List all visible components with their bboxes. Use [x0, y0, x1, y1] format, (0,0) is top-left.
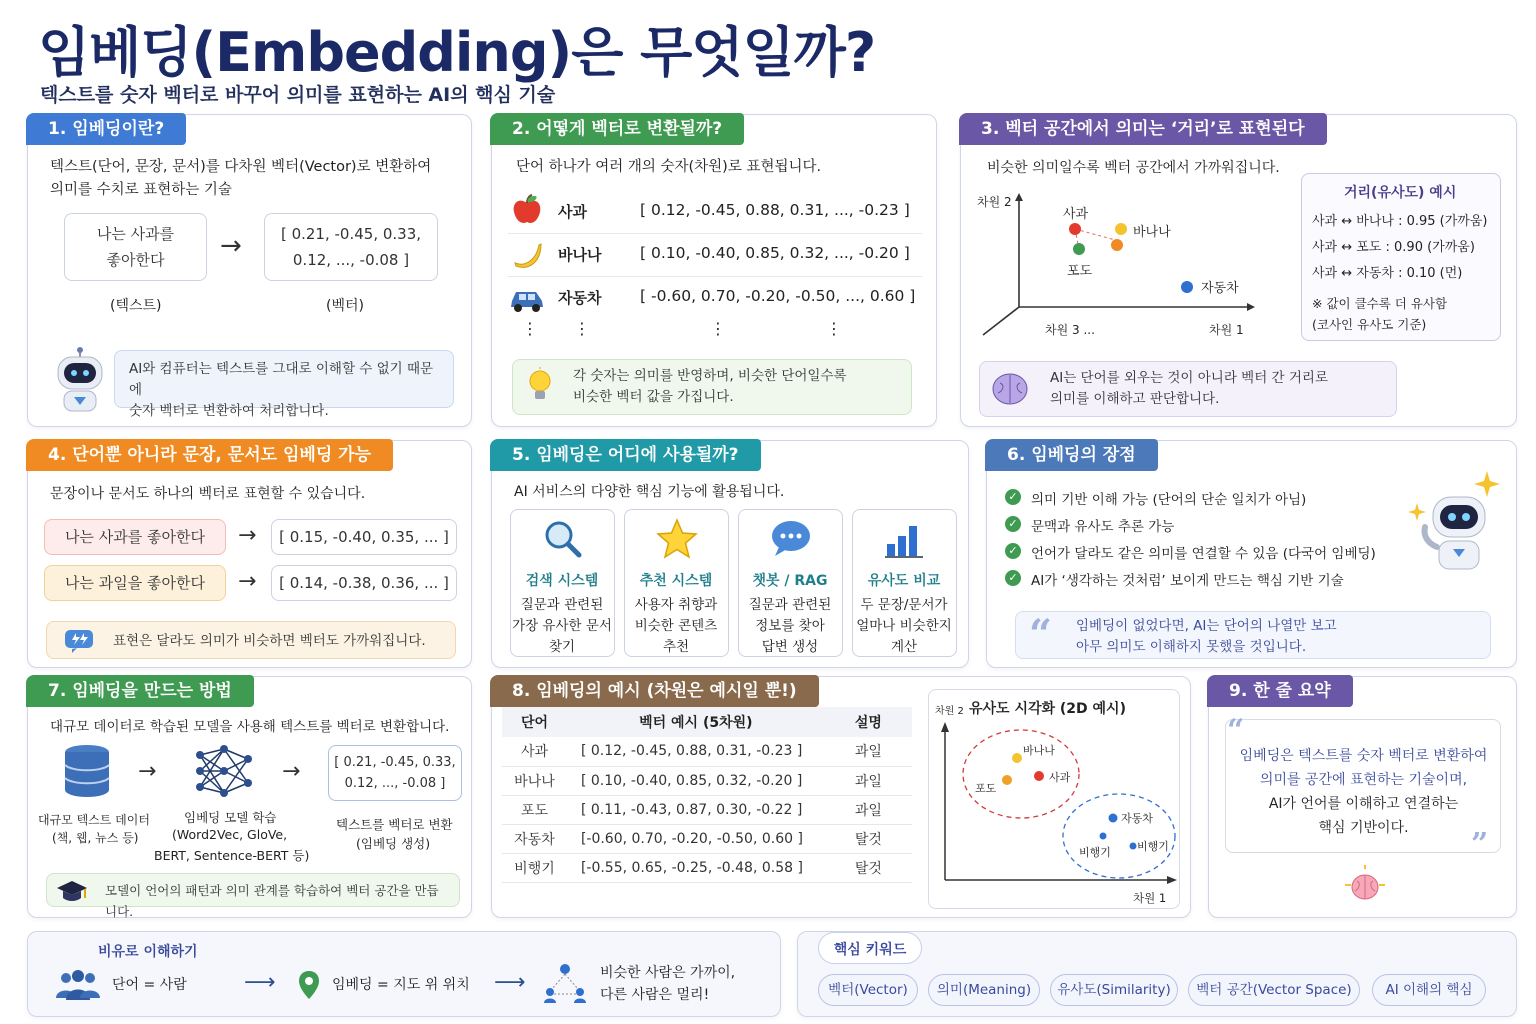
- vector-example-box: [264, 213, 438, 281]
- panel-advantages: [986, 440, 1517, 668]
- lightbulb-icon: [526, 367, 554, 409]
- table-header-row: [502, 707, 912, 737]
- viz-y-label: 차원 2: [935, 706, 964, 717]
- chat-icon: [769, 518, 813, 566]
- sentence-box-1: 나는 사과를 좋아한다: [44, 519, 226, 555]
- keyword-chip-similarity: 유사도(Similarity): [1050, 974, 1178, 1006]
- output-vector-box: [328, 745, 462, 801]
- ellipsis-1: ⋮: [522, 319, 538, 338]
- bar-chart-icon: [885, 518, 925, 566]
- text-example-box: [64, 213, 207, 281]
- panel-3-note: [979, 361, 1397, 417]
- vector-car: [ -0.60, 0.70, -0.20, -0.50, ..., 0.60 ]: [640, 287, 916, 305]
- panel-summary: [1208, 676, 1517, 918]
- use-case-similarity-line-3: 계산: [890, 639, 918, 655]
- check-icon: ✓: [1005, 543, 1021, 559]
- arrow-icon: →: [220, 231, 242, 261]
- quote-open-icon: “: [1227, 713, 1245, 748]
- use-case-chatbot-line-3: 답변 생성: [761, 639, 819, 655]
- panel-7-note-text: 모델이 언어의 패턴과 의미 관계를 학습하여 벡터 공간을 만듭니다.: [105, 883, 439, 919]
- keyword-chip-vector: 벡터(Vector): [818, 974, 918, 1006]
- table-cell-desc: 탈것: [825, 824, 912, 853]
- panel-3-title: 3. 벡터 공간에서 의미는 ‘거리’로 표현된다: [959, 113, 1327, 145]
- table-row: [502, 853, 912, 882]
- star-icon: [655, 518, 699, 568]
- use-case-card-recommend: [624, 509, 729, 657]
- similarity-row-3: 사과 ↔ 자동차 : 0.10 (먼): [1312, 266, 1463, 281]
- panel-2-note: [512, 359, 912, 415]
- page-title: 임베딩(Embedding)은 무엇일까?: [38, 21, 876, 84]
- panel-2-note-line-2: 비슷한 벡터 값을 가집니다.: [573, 389, 734, 405]
- analogy-word-person: 단어 = 사람: [112, 977, 187, 993]
- brain-icon: [1343, 865, 1387, 909]
- panel-vector-space: [960, 114, 1517, 427]
- row-divider: [508, 233, 922, 234]
- panel-4-title: 4. 단어뿐 아니라 문장, 문서도 임베딩 가능: [26, 439, 393, 471]
- panel-6-quote-line-2: 아무 의미도 이해하지 못했을 것입니다.: [1076, 639, 1307, 655]
- advantage-2: 문맥과 유사도 추론 가능: [1031, 519, 1175, 535]
- similarity-row-2: 사과 ↔ 포도 : 0.90 (가까움): [1312, 240, 1475, 255]
- viz-label-plane-2: 비행기: [1137, 840, 1169, 853]
- sentence-vector-box-2: [ 0.14, -0.38, 0.36, ... ]: [271, 565, 457, 601]
- table-cell-word: 바나나: [502, 766, 567, 795]
- vector-example-line-2: 0.12, ..., -0.08 ]: [292, 251, 410, 269]
- table-cell-vector: [ 0.11, -0.43, 0.87, 0.30, -0.22 ]: [567, 795, 825, 824]
- output-label-2: (임베딩 생성): [356, 836, 431, 851]
- panel-7-note: [46, 873, 460, 919]
- people-icon: [54, 968, 102, 1006]
- table-cell-vector: [ 0.10, -0.40, 0.85, 0.32, -0.20 ]: [567, 766, 825, 795]
- data-source-label-2: (책, 웹, 뉴스 등): [52, 831, 139, 845]
- panel-how-to-make: [27, 676, 472, 918]
- keyword-chip-ai-core: AI 이해의 핵심: [1372, 974, 1486, 1006]
- apple-icon: [510, 193, 544, 231]
- axis-dim2-label: 차원 2: [977, 195, 1012, 209]
- table-header-word: 단어: [502, 707, 567, 737]
- use-case-search-line-1: 질문과 관련된: [520, 597, 604, 613]
- use-case-chatbot-line-2: 정보를 찾아: [755, 618, 825, 634]
- table-row: [502, 766, 912, 795]
- panel-4-desc: 문장이나 문서도 하나의 벡터로 표현할 수 있습니다.: [50, 486, 366, 502]
- advantage-4: AI가 ‘생각하는 것처럼’ 보이게 만드는 핵심 기반 기술: [1031, 573, 1344, 589]
- word-car: 자동차: [558, 289, 602, 307]
- similarity-note-1: ※ 값이 클수록 더 유사함: [1312, 296, 1448, 311]
- lightning-chat-icon: [64, 629, 94, 657]
- axis-dim3-label: 차원 3 ...: [1045, 323, 1095, 337]
- vector-label: (벡터): [326, 298, 364, 314]
- table-row: [502, 737, 912, 766]
- table-cell-word: 사과: [502, 737, 567, 766]
- panel-5-title: 5. 임베딩은 어디에 사용될까?: [490, 439, 761, 471]
- point-label-grape: 포도: [1067, 264, 1093, 279]
- magnifier-icon: [541, 518, 585, 566]
- analogy-title: 비유로 이해하기: [98, 944, 198, 960]
- similarity-note-2: (코사인 유사도 기준): [1312, 317, 1427, 332]
- arrow-icon: ⟶: [494, 970, 526, 995]
- use-case-search-line-2: 가장 유사한 문서: [512, 618, 612, 634]
- viz-label-apple: 사과: [1049, 771, 1071, 784]
- table-header-desc: 설명: [825, 707, 912, 737]
- model-label-3: BERT, Sentence-BERT 등): [154, 848, 310, 863]
- network-people-icon: [542, 962, 588, 1008]
- panel-use-cases: [491, 440, 969, 668]
- panel-sentence-embedding: [27, 440, 472, 668]
- word-apple: 사과: [558, 203, 587, 221]
- use-case-card-similarity: [852, 509, 957, 657]
- advantage-3: 언어가 달라도 같은 의미를 연결할 수 있음 (다국어 임베딩): [1031, 546, 1376, 562]
- output-vector-line-1: [ 0.21, -0.45, 0.33,: [334, 755, 456, 770]
- arrow-icon: →: [138, 759, 157, 784]
- summary-line-4: 핵심 기반이다.: [1318, 820, 1409, 836]
- vector-example-line-1: [ 0.21, -0.45, 0.33,: [280, 225, 422, 243]
- similarity-example-box: [1301, 173, 1501, 341]
- panel-2-title: 2. 어떻게 벡터로 변환될까?: [490, 113, 744, 145]
- panel-8-title: 8. 임베딩의 예시 (차원은 예시일 뿐!): [490, 675, 819, 707]
- use-case-chatbot-title: 챗봇 / RAG: [752, 573, 828, 589]
- use-case-similarity-line-1: 두 문장/문서가: [860, 597, 948, 613]
- summary-line-3: AI가 언어를 이해하고 연결하는: [1268, 796, 1459, 812]
- data-source-label-1: 대규모 텍스트 데이터: [38, 813, 150, 827]
- summary-line-2: 의미를 공간에 표현하는 기술이며,: [1259, 772, 1468, 788]
- table-header-vector: 벡터 예시 (5차원): [567, 707, 825, 737]
- table-row: [502, 824, 912, 853]
- row-divider: [508, 276, 922, 277]
- axis-dim1-label: 차원 1: [1209, 323, 1244, 337]
- table-cell-vector: [-0.60, 0.70, -0.20, -0.50, 0.60 ]: [567, 824, 825, 853]
- table-cell-desc: 탈것: [825, 853, 912, 882]
- sentence-box-2: 나는 과일을 좋아한다: [44, 565, 226, 601]
- sentence-vector-box-1: [ 0.15, -0.40, 0.35, ... ]: [271, 519, 457, 555]
- use-case-recommend-line-2: 비슷한 콘텐츠: [634, 618, 718, 634]
- panel-what-is-embedding: [27, 114, 472, 427]
- viz-x-label: 차원 1: [1133, 891, 1167, 905]
- viz-label-banana: 바나나: [1023, 744, 1055, 757]
- ellipsis-4: ⋮: [826, 319, 842, 338]
- similarity-viz-box: [928, 689, 1180, 909]
- panel-1-title: 1. 임베딩이란?: [26, 113, 186, 145]
- arrow-icon: ⟶: [244, 970, 276, 995]
- panel-2-desc: 단어 하나가 여러 개의 숫자(차원)로 표현됩니다.: [516, 159, 822, 175]
- keywords-bar: [797, 931, 1517, 1017]
- keyword-chip-vector-space: 벡터 공간(Vector Space): [1188, 974, 1360, 1006]
- panel-4-note: [46, 621, 456, 659]
- use-case-similarity-line-2: 얼마나 비슷한지: [856, 618, 952, 634]
- ellipsis-3: ⋮: [710, 319, 726, 338]
- table-cell-vector: [ 0.12, -0.45, 0.88, 0.31, -0.23 ]: [567, 737, 825, 766]
- panel-embedding-examples: [491, 676, 1191, 918]
- panel-6-title: 6. 임베딩의 장점: [985, 439, 1158, 471]
- analogy-bar: [27, 931, 781, 1017]
- advantage-1: 의미 기반 이해 가능 (단어의 단순 일치가 아님): [1031, 492, 1307, 508]
- use-case-similarity-title: 유사도 비교: [867, 573, 941, 589]
- panel-3-note-line-2: 의미를 이해하고 판단합니다.: [1050, 391, 1220, 407]
- use-case-card-search: [510, 509, 615, 657]
- table-cell-desc: 과일: [825, 766, 912, 795]
- brain-icon: [991, 371, 1029, 411]
- panel-9-title: 9. 한 줄 요약: [1207, 675, 1353, 707]
- use-case-card-chatbot: [738, 509, 843, 657]
- table-cell-word: 포도: [502, 795, 567, 824]
- panel-7-desc: 대규모 데이터로 학습된 모델을 사용해 텍스트를 벡터로 변환합니다.: [50, 719, 450, 735]
- panel-3-desc: 비슷한 의미일수록 벡터 공간에서 가까워집니다.: [987, 160, 1280, 176]
- table-row: [502, 795, 912, 824]
- robot-icon: [52, 347, 108, 417]
- vector-apple: [ 0.12, -0.45, 0.88, 0.31, ..., -0.23 ]: [640, 201, 910, 219]
- word-banana: 바나나: [558, 246, 602, 264]
- similarity-title: 거리(유사도) 예시: [1344, 185, 1457, 201]
- use-case-chatbot-line-1: 질문과 관련된: [748, 597, 832, 613]
- use-case-search-line-3: 찾기: [548, 639, 576, 655]
- keywords-title: 핵심 키워드: [833, 942, 907, 958]
- panel-7-title: 7. 임베딩을 만드는 방법: [26, 675, 254, 707]
- panel-1-note-line-1: AI와 컴퓨터는 텍스트를 그대로 이해할 수 없기 때문에: [129, 361, 434, 398]
- similarity-viz-plot: [929, 690, 1181, 910]
- graduation-cap-icon: [56, 879, 88, 907]
- panel-1-desc-1: 텍스트(단어, 문장, 문서)를 다차원 벡터(Vector)로 변환하여: [50, 159, 432, 175]
- use-case-recommend-line-1: 사용자 취향과: [634, 597, 718, 613]
- analogy-embedding-location: 임베딩 = 지도 위 위치: [332, 977, 470, 993]
- car-icon: [508, 283, 546, 317]
- check-icon: ✓: [1005, 489, 1021, 505]
- similarity-row-1: 사과 ↔ 바나나 : 0.95 (가까움): [1312, 214, 1488, 229]
- text-example-line-2: 좋아한다: [106, 251, 165, 269]
- use-case-search-title: 검색 시스템: [525, 573, 599, 589]
- viz-label-plane-1: 비행기: [1079, 846, 1111, 859]
- panel-1-desc-2: 의미를 수치로 표현하는 기술: [50, 182, 232, 198]
- model-label-1: 임베딩 모델 학습: [184, 810, 277, 825]
- point-label-banana: 바나나: [1133, 225, 1171, 240]
- banana-icon: [510, 237, 544, 275]
- quote-close-icon: ”: [1471, 827, 1489, 862]
- map-pin-icon: [298, 970, 320, 1004]
- panel-4-note-text: 표현은 달라도 의미가 비슷하면 벡터도 가까워집니다.: [113, 633, 426, 649]
- panel-how-vectorize: [491, 114, 937, 427]
- point-label-car: 자동차: [1201, 281, 1239, 296]
- ellipsis-2: ⋮: [574, 319, 590, 338]
- panel-6-quote: [1015, 611, 1491, 659]
- quote-mark-icon: “: [1029, 611, 1053, 658]
- table-cell-word: 비행기: [502, 853, 567, 882]
- table-cell-vector: [-0.55, 0.65, -0.25, -0.48, 0.58 ]: [567, 853, 825, 882]
- arrow-icon: →: [238, 523, 257, 548]
- use-case-recommend-title: 추천 시스템: [639, 573, 713, 589]
- robot-waving-icon: [1407, 463, 1507, 579]
- table-cell-desc: 과일: [825, 737, 912, 766]
- page-subtitle: 텍스트를 숫자 벡터로 바꾸어 의미를 표현하는 AI의 핵심 기술: [40, 84, 556, 106]
- vector-banana: [ 0.10, -0.40, 0.85, 0.32, ..., -0.20 ]: [640, 244, 910, 262]
- check-icon: ✓: [1005, 570, 1021, 586]
- analogy-far-line: 다른 사람은 멀리!: [600, 987, 710, 1003]
- point-label-apple: 사과: [1063, 207, 1089, 222]
- panel-6-quote-line-1: 임베딩이 없었다면, AI는 단어의 나열만 보고: [1076, 618, 1337, 634]
- keyword-chip-meaning: 의미(Meaning): [928, 974, 1040, 1006]
- table-cell-word: 자동차: [502, 824, 567, 853]
- panel-5-desc: AI 서비스의 다양한 핵심 기능에 활용됩니다.: [514, 484, 785, 500]
- table-cell-desc: 과일: [825, 795, 912, 824]
- use-case-recommend-line-3: 추천: [662, 639, 690, 655]
- viz-label-car: 자동차: [1121, 812, 1153, 825]
- text-label: (텍스트): [110, 298, 162, 314]
- arrow-icon: →: [238, 569, 257, 594]
- check-icon: ✓: [1005, 516, 1021, 532]
- output-label-1: 텍스트를 벡터로 변환: [336, 817, 453, 832]
- summary-line-1: 임베딩은 텍스트를 숫자 벡터로 변환하여: [1239, 748, 1488, 764]
- model-label-2: (Word2Vec, GloVe,: [172, 827, 288, 842]
- embedding-table: [502, 707, 912, 883]
- arrow-icon: →: [282, 759, 301, 784]
- panel-1-note: [114, 350, 454, 419]
- panel-2-note-line-1: 각 숫자는 의미를 반영하며, 비슷한 단어일수록: [573, 368, 847, 384]
- analogy-near-line: 비슷한 사람은 가까이,: [600, 965, 736, 981]
- panel-1-note-line-2: 숫자 벡터로 변환하여 처리합니다.: [129, 403, 329, 419]
- text-example-line-1: 나는 사과를: [96, 225, 175, 243]
- database-icon: [62, 743, 112, 803]
- viz-label-grape: 포도: [975, 782, 997, 795]
- viz-title: 유사도 시각화 (2D 예시): [969, 701, 1126, 717]
- neural-network-icon: [194, 743, 254, 803]
- output-vector-line-2: 0.12, ..., -0.08 ]: [344, 776, 446, 791]
- panel-3-note-line-1: AI는 단어를 외우는 것이 아니라 벡터 간 거리로: [1050, 370, 1328, 386]
